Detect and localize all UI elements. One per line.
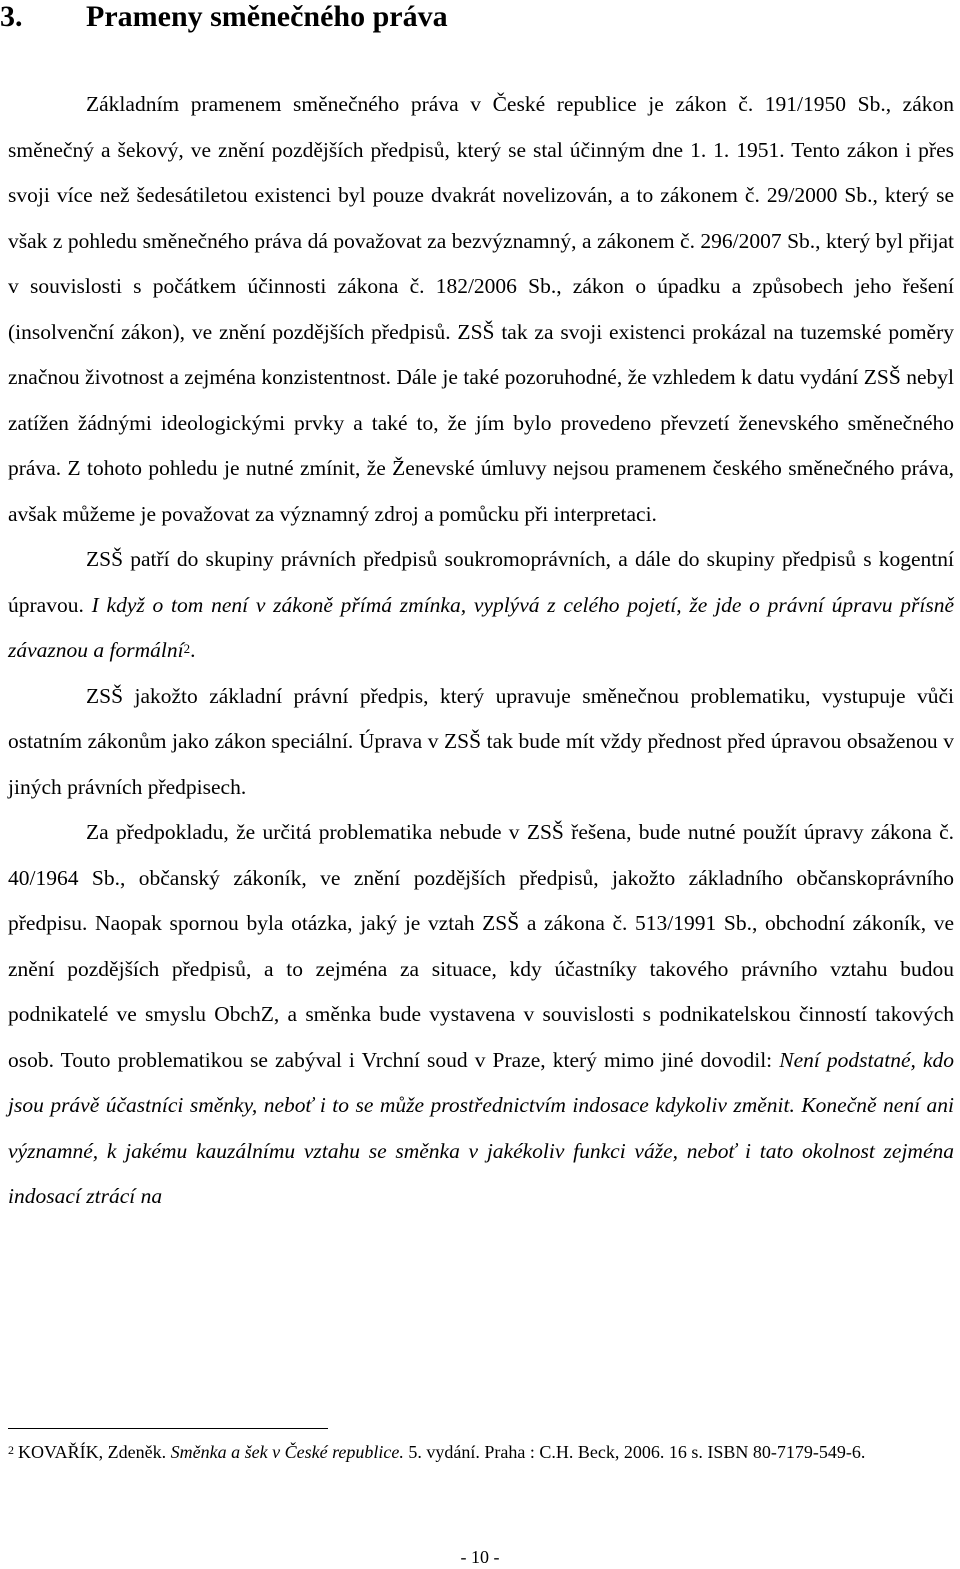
footnote <box>8 1440 954 1465</box>
paragraph-2 <box>8 537 954 674</box>
footnote-reference[interactable]: 2 <box>183 641 191 656</box>
paragraph-1: Základním pramenem směnečného práva v České republice je zákon č. 191/1950 Sb., zákon směnečný a šekový, ve znění pozdějších předpisů, který se stal účinným dne 1. 1. 1951. Tento zákon i přes svoji více než šedesátiletou existenci byl pouze dvakrát novelizován, a to zákonem č. 29/2000 Sb., který se však z pohledu směnečného práva dá považovat za bezvýznamný, a zákonem č. 296/2007 Sb., který byl přijat v souvislosti s počátkem účinnosti zákona č. 182/2006 Sb., zákon o úpadku a způsobech jeho řešení (insolvenční zákon), ve znění pozdějších předpisů. ZSŠ tak za svoji existenci prokázal na tuzemské poměry značnou životnost a zejména konzistentnost. Dále je také pozoruhodné, že vzhledem k datu vydání ZSŠ nebyl zatížen žádnými ideologickými prvky a také to, že jím bylo provedeno převzetí ženevského směnečného práva. Z tohoto pohledu je nutné zmínit, že Ženevské úmluvy nejsou pramenem českého směnečného práva, avšak můžeme je považovat za významný zdroj a pomůcku při interpretaci. <box>8 92 954 526</box>
page-number: - 10 - <box>460 1547 500 1567</box>
paragraph-2-quote: I když o tom není v zákoně přímá zmínka, vyplývá z celého pojetí, že jde o právní úpravu přísně závaznou a formální <box>8 592 954 662</box>
body-text <box>8 82 954 1220</box>
paragraph-3: ZSŠ jakožto základní právní předpis, který upravuje směnečnou problematiku, vystupuje vůči ostatním zákonům jako zákon speciální. Úprava v ZSŠ tak bude mít vždy přednost před úpravou obsaženou v jiných právních předpisech. <box>8 683 954 799</box>
chapter-heading <box>0 0 448 34</box>
chapter-title: Prameny směnečného práva <box>86 0 448 33</box>
paragraph-4-quote: Není podstatné, kdo jsou právě účastníci směnky, neboť i to se může prostřednictvím indosace kdykoliv změnit. Konečně není ani významné, k jakému kauzálnímu vztahu se směnka v jakékoliv funkci váže, neboť i tato okolnost zejména indosací ztrácí na <box>8 1047 954 1208</box>
chapter-number: 3. <box>0 0 23 33</box>
paragraph-2-end: . <box>190 638 196 662</box>
paragraph-4-text: Za předpokladu, že určitá problematika nebude v ZSŠ řešena, bude nutné použít úpravy zákona č. 40/1964 Sb., občanský zákoník, ve znění pozdějších předpisů, jakožto základního občanskoprávního předpisu. Naopak spornou byla otázka, jaký je vztah ZSŠ a zákona č. 513/1991 Sb., obchodní zákoník, ve znění pozdějších předpisů, a to zejména za situace, kdy účastníky takového právního vztahu budou podnikatelé ve smyslu ObchZ, a směnka bude vystavena v souvislosti s podnikatelskou činností takových osob. Touto problematikou se zabýval i Vrchní soud v Praze, který mimo jiné dovodil: <box>8 820 954 1072</box>
footnote-number: 2 <box>8 1443 14 1457</box>
footnote-separator <box>8 1428 328 1429</box>
paragraph-2-text: ZSŠ patří do skupiny právních předpisů soukromoprávních, a dále do skupiny předpisů s kogentní úpravou. <box>8 547 954 617</box>
footnote-title: Směnka a šek v České republice. <box>170 1442 404 1462</box>
footnote-author: KOVAŘÍK, Zdeněk. <box>18 1442 171 1462</box>
paragraph-4 <box>8 810 954 1220</box>
footnote-details: 5. vydání. Praha : C.H. Beck, 2006. 16 s. ISBN 80-7179-549-6. <box>403 1442 866 1462</box>
